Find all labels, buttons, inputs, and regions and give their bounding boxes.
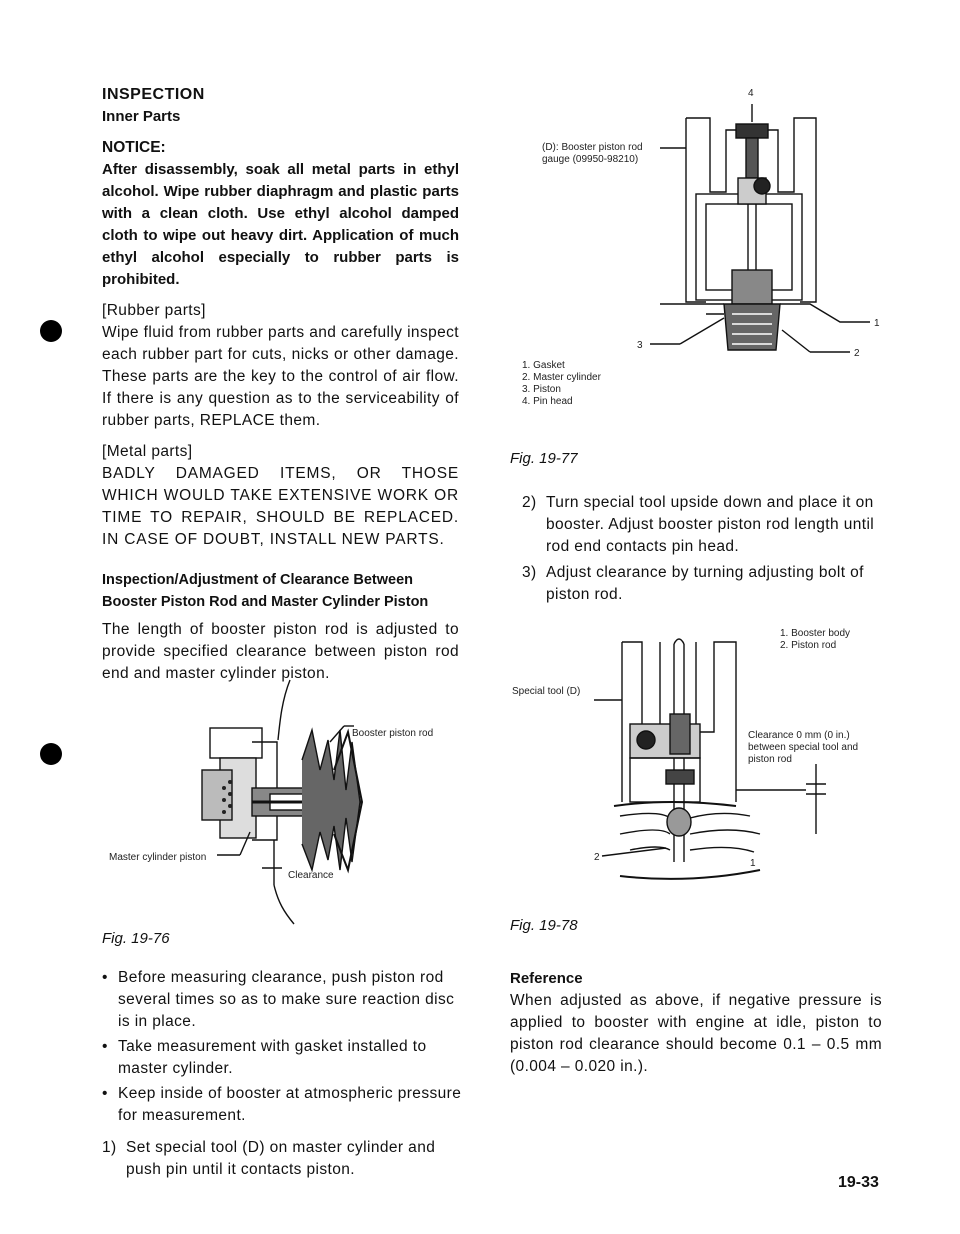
num-1: 1 xyxy=(874,318,880,329)
metal-parts-label: [Metal parts] xyxy=(102,443,193,460)
right-steps xyxy=(522,492,882,606)
num-4: 4 xyxy=(748,88,754,99)
legend-item: 3. Piston xyxy=(522,384,561,395)
section-heading-inspection: INSPECTION xyxy=(102,86,205,103)
legend-item: 2. Master cylinder xyxy=(522,372,601,383)
step-1-number: 1) xyxy=(102,1139,117,1156)
fig-19-76-caption: Fig. 19-76 xyxy=(102,930,170,947)
list-item: • Before measuring clearance, push piston rod several times so as to make sure reaction disc is in place. xyxy=(102,967,462,1033)
reference-heading: Reference xyxy=(510,970,583,987)
fig-19-77-caption: Fig. 19-77 xyxy=(510,450,578,467)
fig78-num-2: 2 xyxy=(594,852,600,863)
special-tool-label: Special tool (D) xyxy=(512,686,581,697)
page-number: 19-33 xyxy=(838,1174,879,1191)
step-3-text: Adjust clearance by turning adjusting bolt of piston rod. xyxy=(546,564,864,603)
step-3 xyxy=(522,562,882,606)
subheading-inner-parts: Inner Parts xyxy=(102,108,181,125)
measurement-notes-list xyxy=(102,967,462,1127)
legend-item: 1. Gasket xyxy=(522,360,565,371)
list-item: • Take measurement with gasket installed to master cylinder. xyxy=(102,1036,462,1080)
notice-label: NOTICE: xyxy=(102,139,166,156)
num-2: 2 xyxy=(854,348,860,359)
step-2-number: 2) xyxy=(522,494,537,511)
binder-hole-bottom xyxy=(40,743,62,765)
rubber-parts-text: Wipe fluid from rubber parts and carefully inspect each rubber part for cuts, nicks or other damage. These parts are the key to the control of air flow. If there is any question as to the serviceability of rubber parts, REPLACE them. xyxy=(102,324,459,429)
clearance-section-text: The length of booster piston rod is adjusted to provide specified clearance between piston rod end and master cylinder piston. xyxy=(102,621,459,682)
step-2-text: Turn special tool upside down and place it on booster. Adjust booster piston rod length until rod end contacts pin head. xyxy=(546,494,875,555)
num-3: 3 xyxy=(637,340,643,351)
legend-item: 2. Piston rod xyxy=(780,640,837,651)
fig77-legend xyxy=(522,360,601,408)
reference-text: When adjusted as above, if negative pressure is applied to booster with engine at idle, piston to piston rod clearance should become 0.1 – 0.5 mm (0.004 – 0.020 in.). xyxy=(510,992,882,1075)
clearance-section-heading: Inspection/Adjustment of Clearance Between Booster Piston Rod and Master Cylinder Piston xyxy=(102,572,429,610)
fig78-num-1: 1 xyxy=(750,858,756,869)
binder-hole-top xyxy=(40,320,62,342)
reference-block xyxy=(510,968,882,1078)
booster-assembly-diagram xyxy=(102,670,462,930)
label-master-cylinder-piston: Master cylinder piston xyxy=(109,852,207,863)
figure-19-76 xyxy=(102,670,462,930)
step-1-text: Set special tool (D) on master cylinder and push pin until it contacts piston. xyxy=(126,1139,436,1178)
metal-parts-text: BADLY DAMAGED ITEMS, OR THOSE WHICH WOULD TAKE EXTENSIVE WORK OR TIME TO REPAIR, SHOULD BE REPLACED. IN CASE OF DOUBT, INSTALL NEW PARTS. xyxy=(102,465,459,548)
clearance-note: Clearance 0 mm (0 in.) between special tool and piston rod xyxy=(748,730,859,765)
step-3-number: 3) xyxy=(522,564,537,581)
notice-text: After disassembly, soak all metal parts in ethyl alcohol. Wipe rubber diaphragm and plastic parts with a clean cloth. Use ethyl alcohol damped cloth to wipe out heavy dirt. Application of much ethyl alcohol especially to rubber parts is prohibited. xyxy=(102,161,459,288)
legend-item: 4. Pin head xyxy=(522,396,573,407)
rubber-parts-label: [Rubber parts] xyxy=(102,302,206,319)
left-column xyxy=(102,84,459,685)
label-clearance: Clearance xyxy=(288,870,334,881)
figure-19-77 xyxy=(510,82,890,432)
pin-head-gauge-diagram xyxy=(510,82,890,372)
label-booster-piston-rod: Booster piston rod xyxy=(352,728,434,739)
step-2 xyxy=(522,492,882,558)
gauge-label: (D): Booster piston rod gauge (09950-98210) xyxy=(542,142,643,165)
fig78-legend xyxy=(780,628,850,652)
bullet-list-container xyxy=(102,967,462,1181)
legend-item: 1. Booster body xyxy=(780,628,851,639)
figure-19-78 xyxy=(510,622,890,907)
step-1 xyxy=(102,1137,462,1181)
fig-19-78-caption: Fig. 19-78 xyxy=(510,917,578,934)
list-item: • Keep inside of booster at atmospheric pressure for measurement. xyxy=(102,1083,462,1127)
